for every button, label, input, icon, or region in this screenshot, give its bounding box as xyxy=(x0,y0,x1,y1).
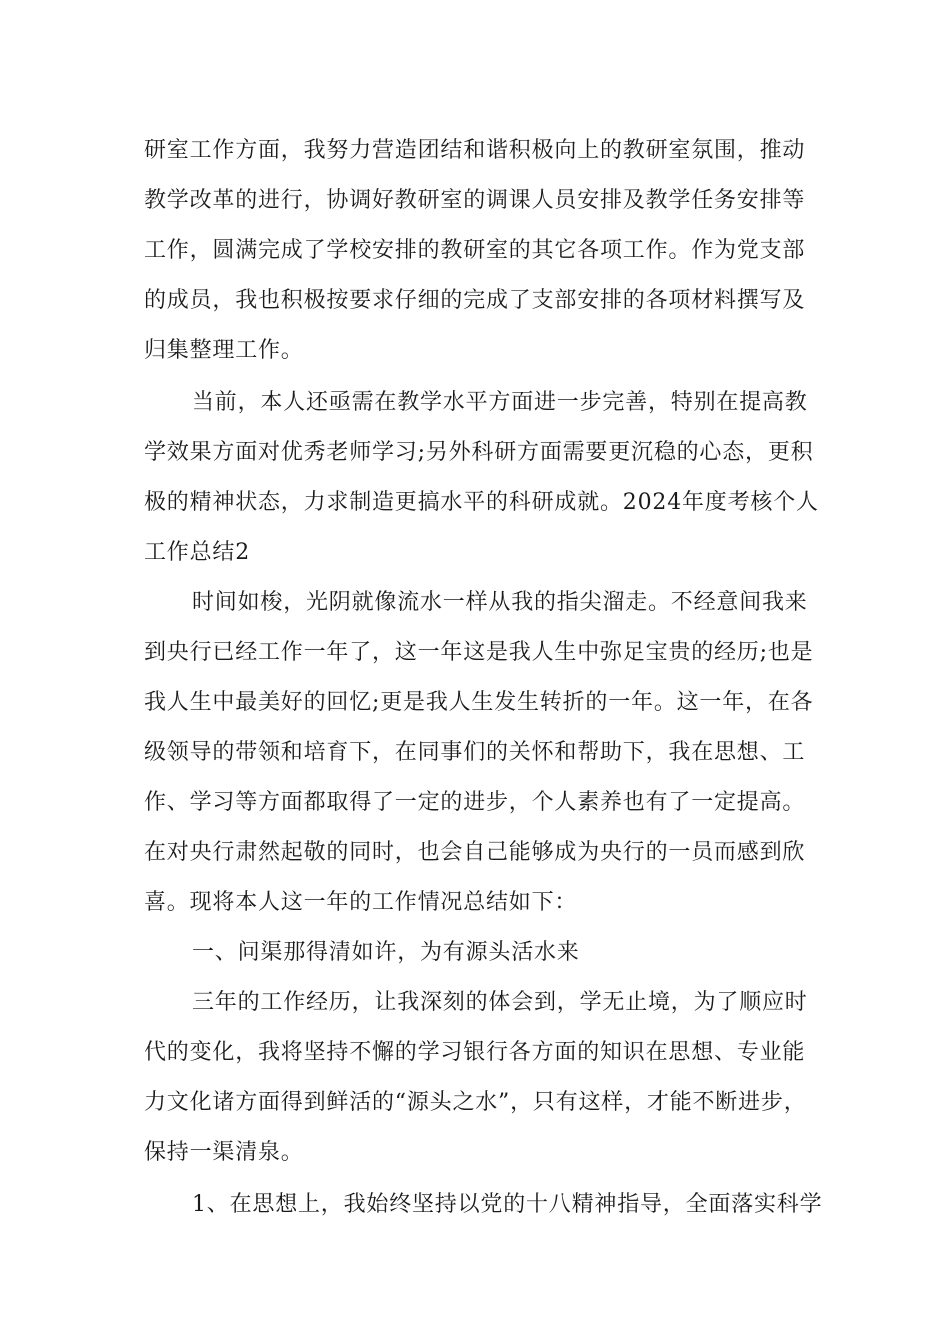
text-line: 当前，本人还亟需在教学水平方面进一步完善，特别在提高教 xyxy=(192,390,808,415)
text-line: 学效果方面对优秀老师学习;另外科研方面需要更沉稳的心态，更积 xyxy=(144,440,814,465)
text-line: 时间如梭，光阴就像流水一样从我的指尖溜走。不经意间我来 xyxy=(192,590,808,615)
text-line: 工作总结2 xyxy=(144,540,250,565)
text-line: 1、在思想上，我始终坚持以党的十八精神指导，全面落实科学 xyxy=(192,1192,823,1217)
text-line: 归集整理工作。 xyxy=(144,338,304,363)
text-line: 工作，圆满完成了学校安排的教研室的其它各项工作。作为党支部 xyxy=(144,238,806,263)
section-heading: 一、问渠那得清如许，为有源头活水来 xyxy=(192,940,580,965)
text-line: 教学改革的进行，协调好教研室的调课人员安排及教学任务安排等 xyxy=(144,188,806,213)
text-line: 喜。现将本人这一年的工作情况总结如下： xyxy=(144,890,578,915)
text-line: 作、学习等方面都取得了一定的进步，个人素养也有了一定提高。 xyxy=(144,790,806,815)
text-line: 极的精神状态，力求制造更搞水平的科研成就。2024年度考核个人 xyxy=(144,490,819,515)
text-line: 研室工作方面，我努力营造团结和谐积极向上的教研室氛围，推动 xyxy=(144,138,806,163)
text-line: 力文化诸方面得到鲜活的“源头之水”，只有这样，才能不断进步， xyxy=(144,1090,807,1115)
text-line: 代的变化，我将坚持不懈的学习银行各方面的知识在思想、专业能 xyxy=(144,1040,806,1065)
text-line: 级领导的带领和培育下，在同事们的关怀和帮助下，我在思想、工 xyxy=(144,740,806,765)
text-line: 在对央行肃然起敬的同时，也会自己能够成为央行的一员而感到欣 xyxy=(144,840,806,865)
text-line: 保持一渠清泉。 xyxy=(144,1140,304,1165)
text-line: 三年的工作经历，让我深刻的体会到，学无止境，为了顺应时 xyxy=(192,990,808,1015)
text-line: 的成员，我也积极按要求仔细的完成了支部安排的各项材料撰写及 xyxy=(144,288,806,313)
text-line: 到央行已经工作一年了，这一年这是我人生中弥足宝贵的经历;也是 xyxy=(144,640,814,665)
text-line: 我人生中最美好的回忆;更是我人生发生转折的一年。这一年，在各 xyxy=(144,690,814,715)
